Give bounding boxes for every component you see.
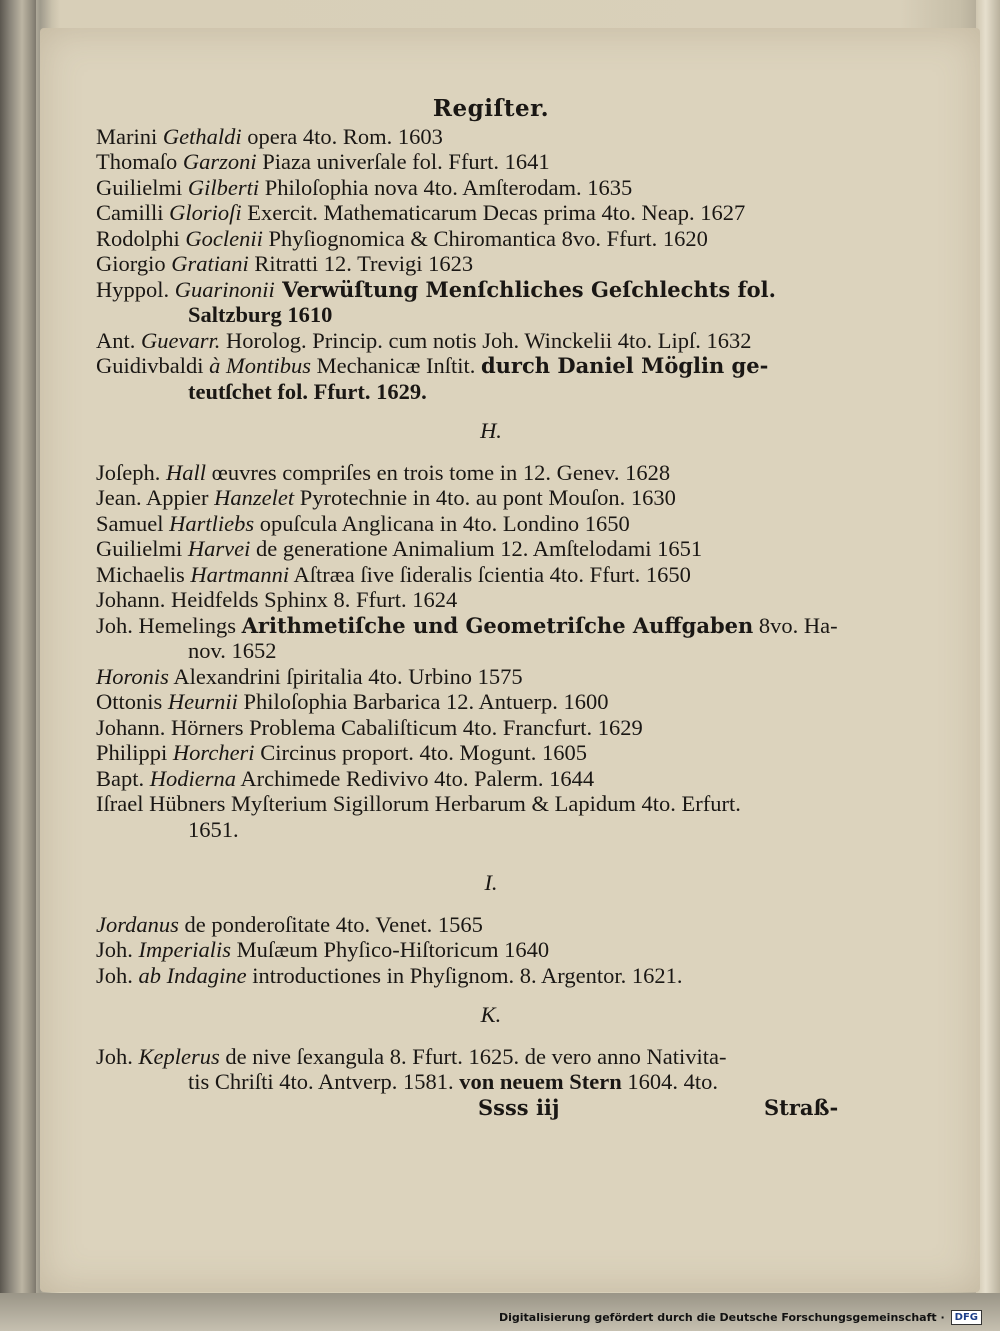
entry-author: Gethaldi: [162, 123, 242, 149]
entry-author: Keplerus: [138, 1043, 220, 1069]
entry-prefix: Johann. Hörners: [96, 714, 244, 740]
entry-prefix: Guilielmi: [96, 174, 188, 200]
entry-author: Guarinonii: [174, 276, 275, 302]
entry-title: œuvres compriſes en trois tome in 12. Genev. 1628: [206, 459, 671, 485]
entry-title: Myſterium Sigillorum Herbarum & Lapidum 4to. Erfurt.: [225, 791, 741, 816]
entry-title: opuſcula Anglicana in 4to. Londino 1650: [254, 510, 630, 536]
entry-author: Heurnii: [167, 689, 238, 714]
entry-prefix: Jean. Appier: [96, 485, 215, 510]
entry-prefix: Camilli: [96, 200, 170, 225]
spacer: [96, 842, 856, 856]
entry-title: opera 4to. Rom. 1603: [241, 123, 443, 149]
entry-author: Hartmanni: [190, 561, 290, 587]
entry-prefix: Joh.: [96, 937, 139, 962]
entry-title-blackletter: Arithmetiſche und Geometriſche Auffgaben: [241, 612, 754, 638]
signature-mark: Ssss iij: [478, 1094, 560, 1120]
entry-title: Pyrotechnie in 4to. au pont Mouſon. 1630: [294, 485, 676, 510]
entry-title: de ponderoſitate 4to. Venet. 1565: [178, 911, 483, 937]
book-spine: [0, 0, 36, 1331]
block-k: [96, 1044, 856, 1095]
entry-prefix: Iſrael Hübners: [96, 791, 226, 816]
page-title: Regiſter.: [432, 95, 550, 122]
entry-continuation-text: Saltzburg 1610: [188, 302, 333, 327]
entry-author: Garzoni: [182, 149, 257, 174]
entry-prefix: Giorgio: [96, 251, 172, 276]
entry-continuation-text: 1651.: [188, 816, 239, 842]
list-item: [96, 328, 856, 354]
entry-prefix: Rodolphi: [96, 225, 186, 251]
list-item: [96, 485, 856, 511]
entry-author: Imperialis: [138, 937, 232, 962]
entry-title: Mechanicæ Inſtit.: [311, 353, 481, 378]
entry-author: Harvei: [187, 536, 251, 561]
entry-author: Hodierna: [149, 765, 236, 791]
entry-prefix: Hyppol.: [96, 276, 175, 302]
block-h: [96, 460, 856, 843]
list-item: [96, 226, 856, 252]
entry-title: introductiones in Phyſignom. 8. Argentor. 1621.: [246, 962, 683, 988]
entry-prefix: Joh. Hemelings: [96, 612, 242, 638]
entry-continuation-text: teutſchet fol. Ffurt. 1629.: [188, 378, 427, 404]
entry-title: Phyſiognomica & Chiromantica 8vo. Ffurt. 1620: [262, 225, 708, 251]
list-item: [96, 511, 856, 537]
entry-author: Guevarr.: [141, 327, 221, 353]
section-heading-h: H.: [480, 418, 502, 443]
entry-title: Archimede Redivivo 4to. Palerm. 1644: [236, 765, 595, 791]
list-item: [96, 937, 856, 963]
entry-continuation-text: tis Chriſti 4to. Antverp. 1581.: [188, 1069, 460, 1094]
list-item: [96, 1044, 856, 1070]
entry-author: Gratiani: [171, 251, 249, 276]
entry-prefix: Marini: [96, 123, 163, 149]
entry-prefix: Johann. Heidfelds: [96, 587, 259, 612]
entry-prefix: Guilielmi: [96, 536, 188, 561]
entry-author: Horcheri: [172, 740, 255, 765]
list-item: [96, 791, 856, 817]
list-item: [96, 715, 856, 741]
entry-prefix: Joh.: [96, 962, 139, 988]
catchword: Straß-: [764, 1094, 839, 1120]
entry-prefix: Thomaſo: [96, 149, 183, 174]
entry-title: Ritratti 12. Trevigi 1623: [248, 251, 474, 276]
entry-title-blackletter: Verwüſtung Menſchliches Geſchlechts fol.: [274, 276, 776, 302]
digitization-credit: [499, 1310, 982, 1325]
list-item: [96, 613, 856, 639]
list-item: [96, 175, 856, 201]
list-item: [96, 689, 856, 715]
list-item: [96, 149, 856, 175]
list-item-continuation: [96, 302, 856, 328]
entry-prefix: Guidivbaldi: [96, 353, 210, 378]
list-item: [96, 740, 856, 766]
entry-author: Jordanus: [96, 911, 179, 937]
entry-prefix: Joh.: [96, 1043, 139, 1069]
entry-title: Piaza univerſale fol. Ffurt. 1641: [256, 149, 550, 174]
entry-continuation-end: 1604. 4to.: [621, 1069, 719, 1094]
entry-title: de nive ſexangula 8. Ffurt. 1625. de vero anno Nativita-: [219, 1043, 727, 1069]
entry-prefix: Ant.: [96, 327, 141, 353]
entry-author: Gilberti: [187, 174, 260, 200]
list-item: [96, 664, 856, 690]
entry-title: Horolog. Princip. cum notis Joh. Winckelii 4to. Lipſ. 1632: [220, 327, 752, 353]
list-item: [96, 200, 856, 226]
dfg-logo: DFG: [951, 1310, 982, 1325]
entry-title: Problema Cabaliſticum 4to. Francfurt. 1629: [243, 714, 643, 740]
entry-prefix: Bapt.: [96, 765, 150, 791]
list-item: [96, 124, 856, 150]
block-g1: [96, 124, 856, 405]
list-item: [96, 766, 856, 792]
list-item: [96, 251, 856, 277]
entry-title: Alexandrini ſpiritalia 4to. Urbino 1575: [168, 663, 523, 689]
entry-prefix: Philippi: [96, 740, 173, 765]
entry-title-blackletter: von neuem Stern: [459, 1069, 622, 1094]
list-item: [96, 562, 856, 588]
entry-author: Hall: [166, 459, 207, 485]
entry-continuation-text: nov. 1652: [188, 638, 277, 663]
entry-title: 8vo. Ha-: [753, 612, 838, 638]
list-item: [96, 536, 856, 562]
credit-text: Digitalisierung gefördert durch die Deutsche Forschungsgemeinschaft ·: [498, 1311, 945, 1324]
entry-title: Philoſophia Barbarica 12. Antuerp. 1600: [237, 689, 609, 714]
section-heading-i: I.: [484, 870, 498, 895]
section-heading-k: K.: [480, 1002, 502, 1027]
list-item-continuation: [96, 817, 856, 843]
entry-prefix: Ottonis: [96, 689, 168, 714]
list-item: [96, 963, 856, 989]
entry-prefix: Joſeph.: [96, 459, 166, 485]
entry-title: de generatione Animalium 12. Amſtelodami 1651: [250, 536, 703, 561]
entry-author: Goclenii: [185, 225, 263, 251]
entry-author: à Montibus: [209, 353, 312, 378]
entry-author: Horonis: [96, 663, 169, 689]
entry-title: Aſtræa ſive ſideralis ſcientia 4to. Ffurt. 1650: [289, 561, 691, 587]
entry-title: Circinus proport. 4to. Mogunt. 1605: [254, 740, 588, 765]
page-footer: [96, 1095, 856, 1121]
block-i: [96, 912, 856, 989]
list-item-continuation: [96, 1069, 856, 1095]
list-item: [96, 587, 856, 613]
entry-author: Hartliebs: [169, 510, 255, 536]
list-item-continuation: [96, 379, 856, 405]
entry-author: ab Indagine: [138, 962, 247, 988]
entry-title: Exercit. Mathematicarum Decas prima 4to. Neap. 1627: [241, 200, 746, 225]
entry-title: Sphinx 8. Ffurt. 1624: [258, 587, 458, 612]
register-text: [96, 96, 856, 1121]
list-item-continuation: [96, 638, 856, 664]
list-item: [96, 353, 856, 379]
entry-prefix: Michaelis: [96, 561, 191, 587]
entry-title-blackletter: durch Daniel Möglin ge-: [480, 353, 769, 378]
list-item: [96, 912, 856, 938]
entry-prefix: Samuel: [96, 510, 170, 536]
entry-title: Philoſophia nova 4to. Amſterodam. 1635: [259, 174, 633, 200]
entry-author: Glorioſi: [169, 200, 242, 225]
list-item: [96, 460, 856, 486]
entry-title: Muſæum Phyſico-Hiſtoricum 1640: [231, 937, 550, 962]
entry-author: Hanzelet: [214, 485, 295, 510]
list-item: [96, 277, 856, 303]
